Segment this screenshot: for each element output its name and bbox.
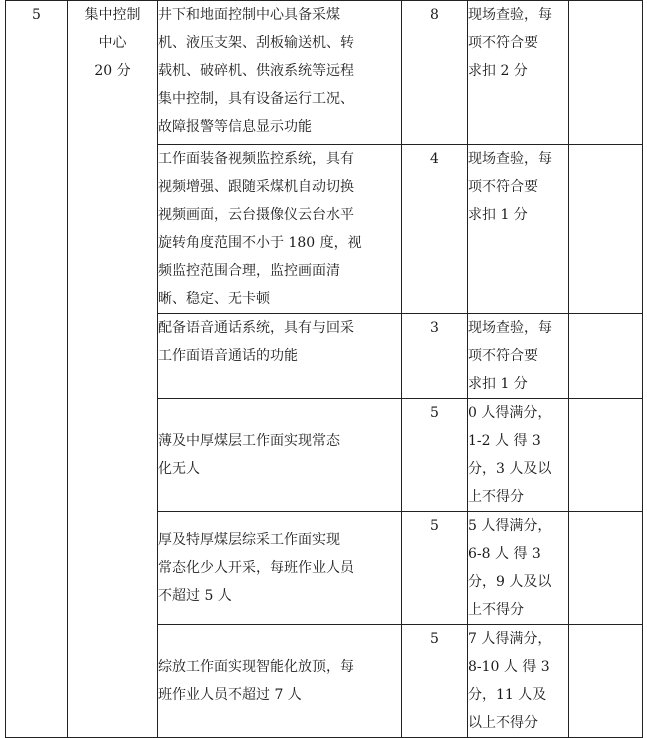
notes-cell bbox=[569, 512, 643, 625]
category-line: 20 分 bbox=[94, 63, 131, 79]
score-value: 4 bbox=[402, 145, 468, 314]
method-text: 7 人得满分， 8-10 人 得 3 分，11 人及 以上不得分 bbox=[468, 631, 552, 731]
method-text: 5 人得满分， 6-8 人 得 3 分，9 人及以 上不得分 bbox=[468, 518, 552, 618]
requirement-text: 配备语音通话系统，具有与回采 工作面语音通话的功能 bbox=[158, 320, 354, 364]
requirement-text: 厚及特厚煤层综采工作面实现 常态化少人开采，每班作业人员 不超过 5 人 bbox=[158, 532, 354, 604]
category-line: 集中控制 bbox=[84, 7, 141, 23]
requirement-text: 薄及中厚煤层工作面实现常态 化无人 bbox=[158, 433, 340, 477]
category-line: 中心 bbox=[98, 35, 127, 51]
score-value: 3 bbox=[402, 314, 468, 399]
method-text: 0 人得满分， 1-2 人 得 3 分，3 人及以 上不得分 bbox=[468, 405, 552, 505]
notes-cell bbox=[569, 145, 643, 314]
section-number: 5 bbox=[6, 1, 68, 738]
notes-cell bbox=[569, 314, 643, 399]
score-value: 5 bbox=[402, 625, 468, 738]
score-value: 5 bbox=[402, 399, 468, 512]
notes-cell bbox=[569, 625, 643, 738]
requirement-text: 综放工作面实现智能化放顶，每 班作业人员不超过 7 人 bbox=[158, 659, 354, 703]
score-value: 5 bbox=[402, 512, 468, 625]
scoring-table bbox=[5, 0, 643, 738]
score-value: 8 bbox=[402, 1, 468, 145]
requirement-text: 井下和地面控制中心具备采煤 机、液压支架、刮板输送机、转 载机、破碎机、供液系统等远程 集中控制，具有设备运行工况、 故障报警等信息显示功能 bbox=[158, 7, 354, 135]
method-text: 现场查验，每 项不符合要 求扣 2 分 bbox=[468, 7, 552, 79]
method-text: 现场查验，每 项不符合要 求扣 1 分 bbox=[468, 151, 552, 223]
requirement-text: 工作面装备视频监控系统，具有 视频增强、跟随采煤机自动切换 视频画面，云台摄像仪云台水平 旋转角度范围不小于 180 度，视 频监控范围合理，监控画面清 晰、稳定、无卡顿 bbox=[158, 151, 362, 307]
category-cell bbox=[68, 1, 158, 738]
table-row bbox=[6, 1, 643, 145]
notes-cell bbox=[569, 1, 643, 145]
method-text: 现场查验，每 项不符合要 求扣 1 分 bbox=[468, 320, 552, 392]
notes-cell bbox=[569, 399, 643, 512]
